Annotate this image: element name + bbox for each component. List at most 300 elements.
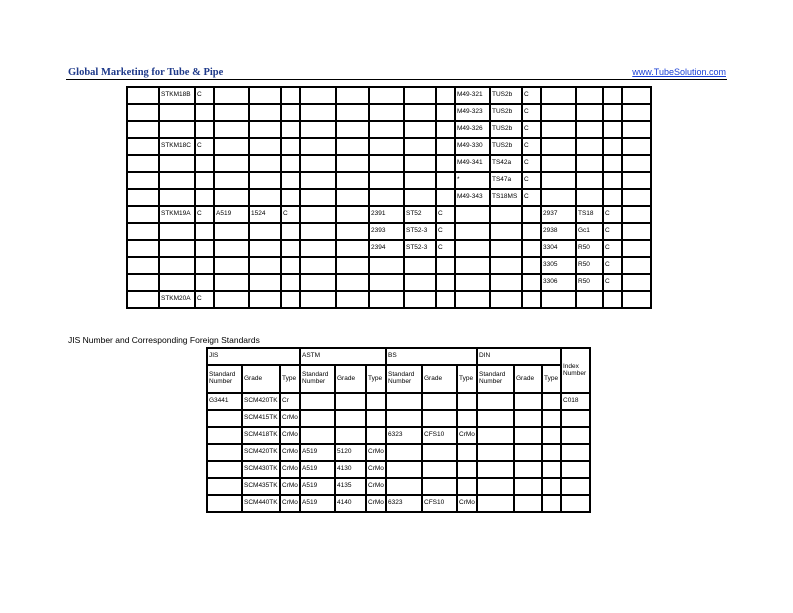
table-cell: C [522,104,541,121]
table-cell [369,138,404,155]
table-cell [477,495,514,512]
table-cell [404,121,436,138]
table-cell [300,427,335,444]
table-cell [214,172,249,189]
table-cell [436,104,455,121]
table-cell: C [436,240,455,257]
table-cell [127,257,159,274]
table-cell [300,155,336,172]
table-cell: M49-343 [455,189,490,206]
table-cell [386,410,422,427]
sub-header-row [207,365,590,393]
din-grade-header: Grade [514,365,542,393]
table-cell [369,291,404,308]
table-cell: C [195,291,214,308]
table-cell [436,87,455,104]
table-cell [404,104,436,121]
table-cell [207,427,242,444]
table-cell [300,223,336,240]
table-cell: TS18MS [490,189,522,206]
table-cell [369,189,404,206]
table-cell [576,155,603,172]
table-cell: SCM420TK [242,444,280,461]
table-cell: C [603,206,622,223]
table-cell [404,257,436,274]
table-cell [214,291,249,308]
table-cell: Cr [280,393,300,410]
table-cell [127,138,159,155]
table-cell [249,138,281,155]
table-cell [622,274,651,291]
table-cell: CrMo [280,495,300,512]
table-cell [576,104,603,121]
table-cell: ST52 [404,206,436,223]
din-standard-number-header: Standard Number [477,365,514,393]
table-cell: M49-326 [455,121,490,138]
table-cell [336,87,369,104]
table-cell [366,393,386,410]
table-cell [195,104,214,121]
table-cell [576,189,603,206]
table-cell [561,461,590,478]
table-cell [436,189,455,206]
table-cell [336,155,369,172]
table-row [127,291,651,308]
table-cell: 2394 [369,240,404,257]
table-cell [576,121,603,138]
table-cell: A519 [300,495,335,512]
table-cell: ST52-3 [404,223,436,240]
table-cell [542,495,561,512]
table-cell [404,87,436,104]
standards-table-body [127,87,651,308]
table-cell [576,87,603,104]
table-cell: SCM430TK [242,461,280,478]
table-cell: R50 [576,240,603,257]
table-cell [300,206,336,223]
table-cell [366,427,386,444]
table-row [127,155,651,172]
table-cell [542,410,561,427]
table-cell [422,444,457,461]
table-cell: 4130 [335,461,366,478]
table-cell [281,240,300,257]
table-row [127,121,651,138]
table-row [207,478,590,495]
table-cell: 4135 [335,478,366,495]
table-cell: C [603,240,622,257]
table-cell: M49-330 [455,138,490,155]
table-cell: CrMo [366,444,386,461]
table-cell [436,291,455,308]
table-cell: 3304 [541,240,576,257]
table-cell [369,172,404,189]
table-row [127,104,651,121]
table-cell [281,257,300,274]
table-row [207,410,590,427]
table-cell: SCM415TK [242,410,280,427]
table-cell [436,138,455,155]
table-cell [622,223,651,240]
table-cell [300,257,336,274]
table-cell [281,172,300,189]
table-cell [490,291,522,308]
table-cell: A519 [300,444,335,461]
table-cell [159,155,195,172]
table-cell: CrMo [280,461,300,478]
astm-group-header: ASTM [300,348,386,365]
table-cell [281,121,300,138]
table-cell: C [522,172,541,189]
table-cell [522,291,541,308]
table-cell [195,257,214,274]
table-cell: C [436,223,455,240]
table-cell [457,461,477,478]
table-cell [159,172,195,189]
table-cell: STKM20A [159,291,195,308]
table-cell: CrMo [366,495,386,512]
table-cell [603,138,622,155]
table-cell [561,427,590,444]
table-cell [195,223,214,240]
din-type-header: Type [542,365,561,393]
table-cell [127,121,159,138]
table-cell [622,121,651,138]
table-cell: A519 [300,461,335,478]
table-cell: SCM418TK [242,427,280,444]
table-cell [490,240,522,257]
table-cell [436,257,455,274]
table-cell: CFS10 [422,495,457,512]
table-cell [622,257,651,274]
table-cell: CrMo [280,410,300,427]
table-cell [249,274,281,291]
table-cell [336,121,369,138]
table-cell [404,274,436,291]
table-cell [127,172,159,189]
table-cell [455,223,490,240]
table-cell [214,189,249,206]
table-cell [514,478,542,495]
table-cell [542,427,561,444]
table-cell: 2937 [541,206,576,223]
index-number-header: Index Number [561,348,590,393]
table-cell [603,189,622,206]
table-cell [422,478,457,495]
table-cell: C [603,257,622,274]
table-cell [300,104,336,121]
table-cell [369,155,404,172]
standards-table-continued [126,86,652,309]
table-cell: C [195,206,214,223]
table-cell [603,155,622,172]
table-cell [514,393,542,410]
website-link[interactable]: www.TubeSolution.com [632,67,726,77]
table-cell [386,444,422,461]
document-header-title: Global Marketing for Tube & Pipe [68,67,224,78]
table-cell [127,291,159,308]
table-cell [300,189,336,206]
table-cell [127,274,159,291]
table-cell [281,155,300,172]
table-cell: C018 [561,393,590,410]
table-cell [249,121,281,138]
table-row [207,495,590,512]
table-cell: A519 [214,206,249,223]
table-cell [576,138,603,155]
table-cell: M49-323 [455,104,490,121]
table-cell [436,121,455,138]
table-cell [336,172,369,189]
table-cell [541,189,576,206]
table-cell [195,172,214,189]
table-cell [159,121,195,138]
table-cell: CrMo [366,478,386,495]
table-cell [369,104,404,121]
table-cell [541,291,576,308]
table-cell [281,87,300,104]
table-cell [622,138,651,155]
table-cell [249,104,281,121]
table-cell [422,410,457,427]
table-cell [455,240,490,257]
table-cell [281,104,300,121]
table-cell: 3305 [541,257,576,274]
table-cell [542,461,561,478]
table-cell [207,461,242,478]
table-cell [127,240,159,257]
table-cell: R50 [576,257,603,274]
table-cell [336,206,369,223]
table-cell [561,495,590,512]
table-row [207,427,590,444]
table-cell [622,104,651,121]
table-cell [477,410,514,427]
table-cell [541,104,576,121]
table-cell [335,427,366,444]
table-cell: R50 [576,274,603,291]
table-cell [561,444,590,461]
table-cell: 6323 [386,427,422,444]
table-cell [522,257,541,274]
table-cell: C [436,206,455,223]
table-cell: TUS2b [490,104,522,121]
table-cell [336,240,369,257]
table-cell [127,206,159,223]
astm-grade-header: Grade [335,365,366,393]
table-cell [603,291,622,308]
table-cell: C [603,223,622,240]
bs-grade-header: Grade [422,365,457,393]
table-cell [336,223,369,240]
table-cell [622,87,651,104]
table-cell [369,87,404,104]
table-cell: M49-341 [455,155,490,172]
table-cell [404,291,436,308]
table-cell: * [455,172,490,189]
table-row [127,138,651,155]
table-cell [336,257,369,274]
table-cell [214,104,249,121]
table-cell [336,189,369,206]
table-cell [127,155,159,172]
table-cell [404,155,436,172]
table-cell [457,393,477,410]
table-cell [300,393,335,410]
table-cell: CrMo [457,495,477,512]
table-cell [455,291,490,308]
table-cell [514,461,542,478]
table-cell [300,172,336,189]
table-cell [455,274,490,291]
table-cell: C [522,121,541,138]
table-cell [477,393,514,410]
table-cell [522,223,541,240]
table-cell [404,172,436,189]
jis-grade-header: Grade [242,365,280,393]
table-cell: 5120 [335,444,366,461]
table-cell: TUS2b [490,87,522,104]
table-cell [561,410,590,427]
din-group-header: DIN [477,348,561,365]
table-cell [514,495,542,512]
table-row [127,257,651,274]
table-cell [477,461,514,478]
table-cell [576,291,603,308]
table-cell: CrMo [280,478,300,495]
table-cell: C [195,87,214,104]
bs-standard-number-header: Standard Number [386,365,422,393]
table-cell [514,410,542,427]
table-cell [436,172,455,189]
table-cell: G3441 [207,393,242,410]
table-cell [249,87,281,104]
table-cell [281,223,300,240]
table-row [127,172,651,189]
table-cell: 3306 [541,274,576,291]
table-cell: M49-321 [455,87,490,104]
table-cell: STKM18B [159,87,195,104]
table-cell: CrMo [366,461,386,478]
header-divider [66,79,727,80]
table-cell [386,393,422,410]
table-cell: 2393 [369,223,404,240]
table-cell [603,87,622,104]
table-cell [159,240,195,257]
table-cell [159,189,195,206]
jis-foreign-standards-table [206,347,591,513]
table-cell [249,223,281,240]
table-cell [159,223,195,240]
table-cell [195,240,214,257]
table-cell: CrMo [280,427,300,444]
jis-type-header: Type [280,365,300,393]
table-cell [159,274,195,291]
table-cell [477,478,514,495]
astm-type-header: Type [366,365,386,393]
table-cell: CrMo [457,427,477,444]
table-cell [522,206,541,223]
table-cell [514,444,542,461]
table-cell [622,206,651,223]
table-cell [207,495,242,512]
table-cell [436,155,455,172]
table-cell: STKM19A [159,206,195,223]
table-cell [300,240,336,257]
table-cell [369,121,404,138]
table-cell [522,240,541,257]
table-cell [214,155,249,172]
table-cell [195,121,214,138]
table-cell [336,291,369,308]
table-cell: C [195,138,214,155]
table-cell [300,138,336,155]
table-row [207,393,590,410]
table-cell [214,87,249,104]
table-cell: A519 [300,478,335,495]
table-cell: TS42a [490,155,522,172]
bs-group-header: BS [386,348,477,365]
table-cell [436,274,455,291]
table-cell [214,240,249,257]
table-cell [576,172,603,189]
section-title: JIS Number and Corresponding Foreign Standards [68,335,260,345]
table-cell [300,121,336,138]
group-header-row [207,348,590,365]
table-cell: 6323 [386,495,422,512]
table-cell [622,240,651,257]
table-cell [561,478,590,495]
table-cell [404,138,436,155]
table-cell [477,427,514,444]
table-cell [542,478,561,495]
table-cell [335,410,366,427]
table-row [127,87,651,104]
table-cell [159,104,195,121]
table-cell [622,291,651,308]
table-cell [249,155,281,172]
table-cell: TS18 [576,206,603,223]
table-row [207,444,590,461]
table-cell [300,410,335,427]
astm-standard-number-header: Standard Number [300,365,335,393]
table-cell [603,172,622,189]
table-cell [541,87,576,104]
table-cell [300,291,336,308]
table-cell [455,257,490,274]
table-cell [541,155,576,172]
table-cell: C [522,87,541,104]
table-cell [541,172,576,189]
bs-type-header: Type [457,365,477,393]
table-cell: Gc1 [576,223,603,240]
table-cell [490,274,522,291]
table-cell [336,274,369,291]
table-cell [541,121,576,138]
table-cell: C [522,189,541,206]
table-cell [622,172,651,189]
table-cell [490,257,522,274]
table-cell [214,121,249,138]
table-cell [207,410,242,427]
table-cell: TUS2b [490,121,522,138]
table-cell [457,444,477,461]
table-cell: CFS10 [422,427,457,444]
table-cell [127,87,159,104]
table-cell [490,206,522,223]
jis-standard-number-header: Standard Number [207,365,242,393]
table-cell: 1524 [249,206,281,223]
